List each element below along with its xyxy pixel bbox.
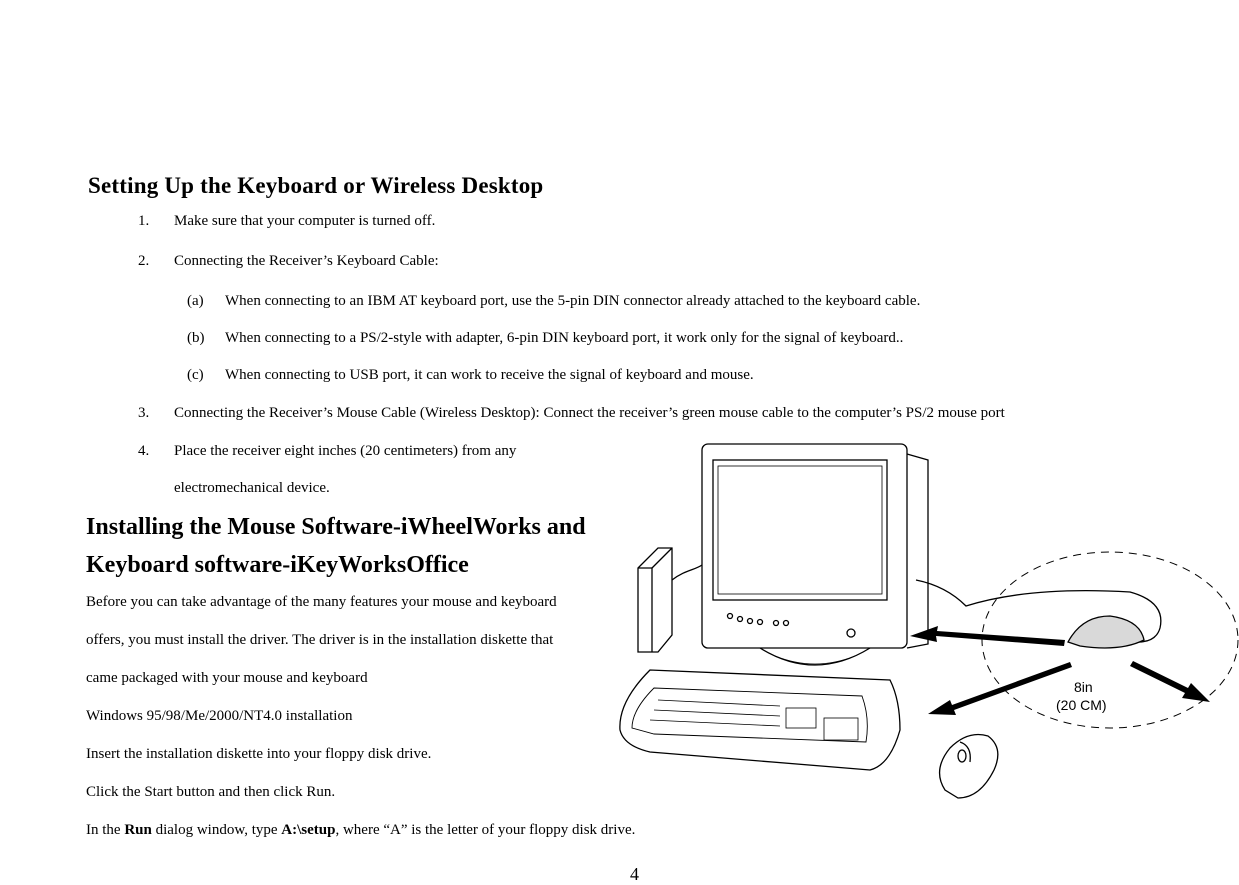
substep-label: (b) — [187, 330, 205, 346]
step-text: Make sure that your computer is turned off. — [174, 213, 436, 229]
receiver-icon — [638, 548, 702, 652]
step-number: 2. — [138, 253, 150, 269]
insert-diskette-line: Insert the installation diskette into your floppy disk drive. — [86, 746, 432, 762]
section-heading-setup: Setting Up the Keyboard or Wireless Desktop — [88, 173, 544, 198]
page-number: 4 — [630, 864, 639, 884]
click-start-line: Click the Start button and then click Run. — [86, 784, 336, 800]
paragraph-line: offers, you must install the driver. The driver is in the installation diskette that — [86, 632, 554, 648]
substep-text: When connecting to an IBM AT keyboard port, use the 5-pin DIN connector already attached to the keyboard cable. — [225, 293, 921, 309]
substep-text: When connecting to USB port, it can work to receive the signal of keyboard and mouse. — [225, 367, 754, 383]
section-heading-install-line1: Installing the Mouse Software-iWheelWorks and — [86, 514, 586, 540]
distance-cm-label: (20 CM) — [1056, 697, 1107, 713]
paragraph-line: Before you can take advantage of the many features your mouse and keyboard — [86, 594, 557, 610]
step-number: 4. — [138, 443, 150, 459]
substep-text: When connecting to a PS/2-style with adapter, 6-pin DIN keyboard port, it work only for the signal of keyboard.. — [225, 330, 904, 346]
distance-inches-label: 8in — [1074, 679, 1093, 695]
keyboard-icon — [620, 670, 900, 770]
step-text: Place the receiver eight inches (20 centimeters) from any — [174, 443, 517, 459]
setup-illustration — [610, 430, 1239, 810]
substep-label: (c) — [187, 367, 204, 383]
step-text: Connecting the Receiver’s Keyboard Cable: — [174, 253, 439, 269]
mouse-icon — [940, 735, 998, 799]
os-installation-line: Windows 95/98/Me/2000/NT4.0 installation — [86, 708, 353, 724]
step-number: 3. — [138, 405, 150, 421]
run-dialog-line: In the Run dialog window, type A:\setup, where “A” is the letter of your floppy disk drive. — [86, 822, 636, 838]
step-number: 1. — [138, 213, 150, 229]
step-text-continued: electromechanical device. — [174, 480, 330, 496]
section-heading-install-line2: Keyboard software-iKeyWorksOffice — [86, 552, 469, 578]
monitor-icon — [702, 444, 928, 665]
paragraph-line: came packaged with your mouse and keyboard — [86, 670, 368, 686]
substep-label: (a) — [187, 293, 204, 309]
step-text: Connecting the Receiver’s Mouse Cable (Wireless Desktop): Connect the receiver’s green mouse cable to the computer’s PS/2 mouse port — [174, 405, 1005, 421]
